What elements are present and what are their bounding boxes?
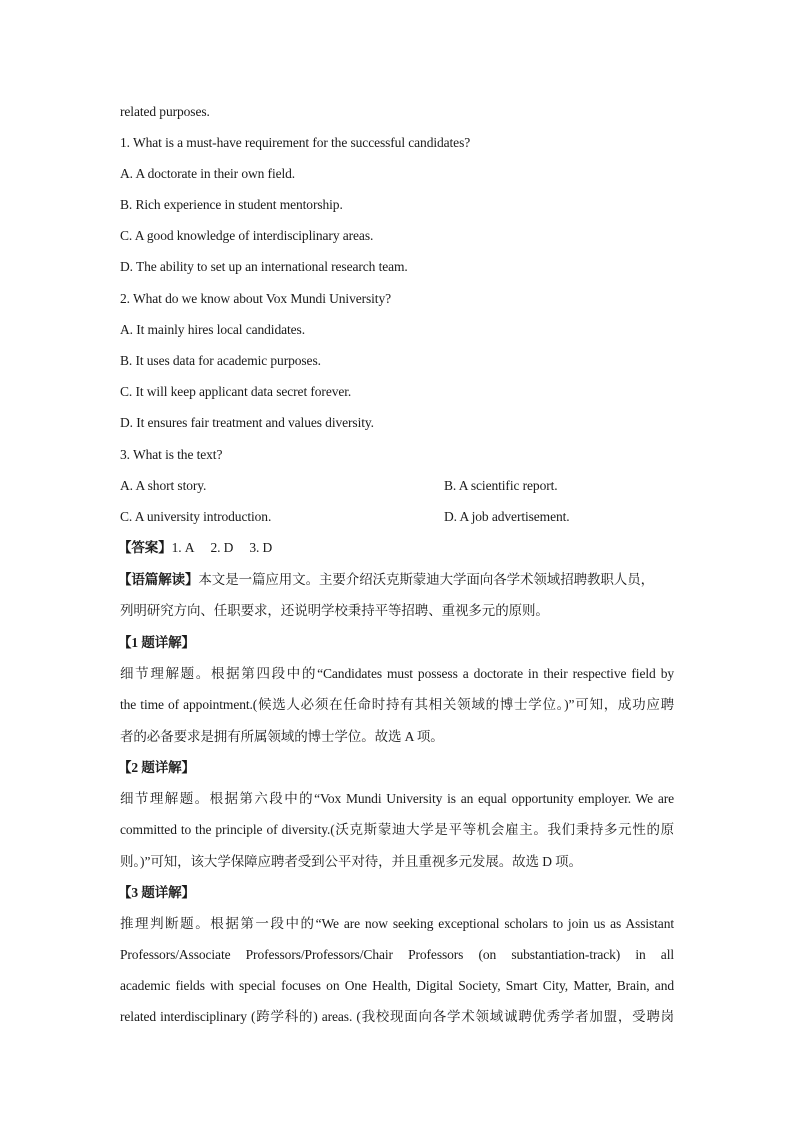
question-1: 1. What is a must-have requirement for the successful candidates? <box>120 135 471 150</box>
interpretation-label: 【语篇解读】 <box>118 572 199 587</box>
text-line: related purposes. <box>120 104 210 119</box>
answer-3: 3. D <box>249 540 273 555</box>
question-2: 2. What do we know about Vox Mundi University? <box>120 291 392 306</box>
detail-2-line-1: 细节理解题。根据第六段中的“Vox Mundi University is an equal opportunity employer. We are <box>120 791 674 806</box>
option-2c: C. It will keep applicant data secret forever. <box>120 384 352 399</box>
detail-1-line-1: 细节理解题。根据第四段中的“Candidates must possess a doctorate in their respective field by <box>120 666 674 681</box>
option-1a: A. A doctorate in their own field. <box>120 166 296 181</box>
detail-3-line-3: academic fields with special focuses on One Health, Digital Society, Smart City, Matter, Brain, and <box>120 978 674 993</box>
interpretation-line-1 <box>118 571 654 589</box>
option-3b: B. A scientific report. <box>444 478 558 493</box>
option-3d: D. A job advertisement. <box>444 509 570 524</box>
detail-3-heading: 【3 题详解】 <box>118 885 195 900</box>
detail-3-line-1: 推理判断题。根据第一段中的“We are now seeking exceptional scholars to join us as Assistant <box>120 916 674 931</box>
answer-1: 1. A <box>171 540 195 555</box>
option-2d: D. It ensures fair treatment and values diversity. <box>120 415 374 430</box>
option-3a: A. A short story. <box>120 478 207 493</box>
detail-1-line-2: the time of appointment.(候选人必须在任命时持有其相关领域的博士学位。)”可知，成功应聘 <box>120 697 674 712</box>
detail-2-line-2: committed to the principle of diversity.(沃克斯蒙迪大学是平等机会雇主。我们秉持多元性的原 <box>120 822 674 837</box>
question-3: 3. What is the text? <box>120 447 223 462</box>
interpretation-text: 本文是一篇应用文。主要介绍沃克斯蒙迪大学面向各学术领域招聘教职人员， <box>198 572 655 587</box>
option-3c: C. A university introduction. <box>120 509 272 524</box>
option-2b: B. It uses data for academic purposes. <box>120 353 321 368</box>
detail-1-line-3: 者的必备要求是拥有所属领域的博士学位。故选 A 项。 <box>120 729 444 744</box>
detail-1-heading: 【1 题详解】 <box>118 635 195 650</box>
detail-2-heading: 【2 题详解】 <box>118 760 195 775</box>
option-2a: A. It mainly hires local candidates. <box>120 322 305 337</box>
detail-2-line-3: 则。)”可知，该大学保障应聘者受到公平对待，并且重视多元发展。故选 D 项。 <box>120 854 582 869</box>
answer-2: 2. D <box>210 540 234 555</box>
interpretation-line-2: 列明研究方向、任职要求，还说明学校秉持平等招聘、重视多元的原则。 <box>120 603 549 618</box>
detail-3-line-4: related interdisciplinary (跨学科的) areas. (我校现面向各学术领域诚聘优秀学者加盟，受聘岗 <box>120 1009 674 1024</box>
detail-3-line-2: Professors/Associate Professors/Professors/Chair Professors (on substantiation-track) in all <box>120 947 674 962</box>
option-1c: C. A good knowledge of interdisciplinary areas. <box>120 228 374 243</box>
answer-label: 【答案】 <box>118 540 172 555</box>
answer-line <box>118 539 272 557</box>
option-1d: D. The ability to set up an international research team. <box>120 259 408 274</box>
option-1b: B. Rich experience in student mentorship. <box>120 197 343 212</box>
